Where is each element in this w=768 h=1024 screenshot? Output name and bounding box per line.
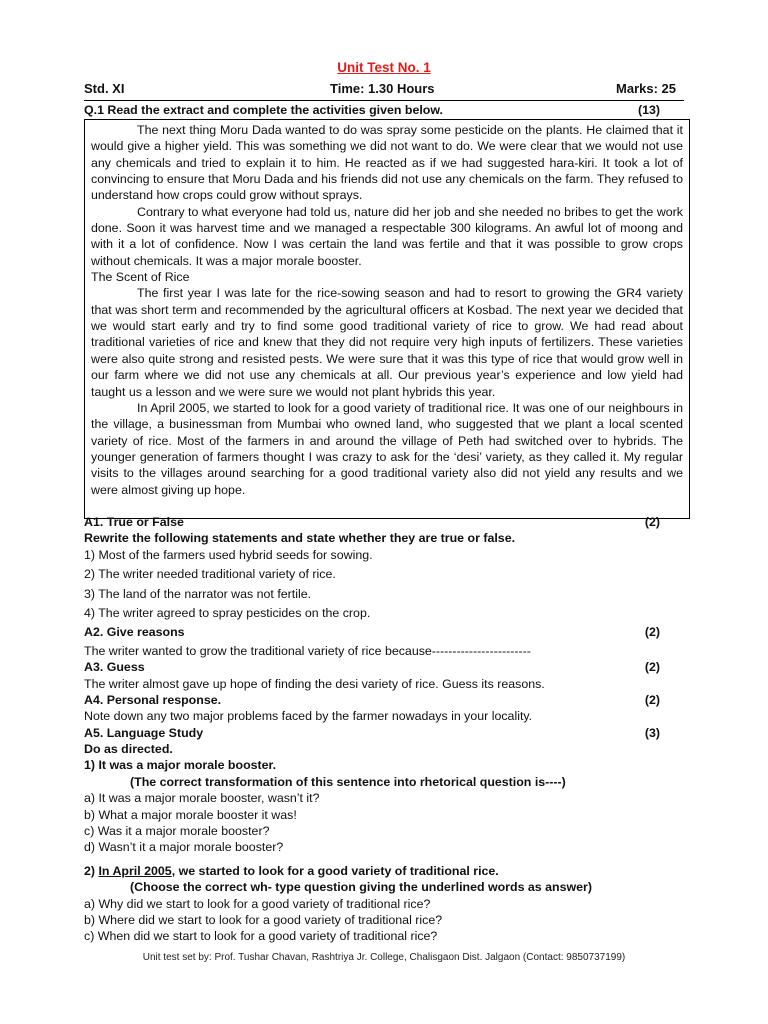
a2-text: The writer wanted to grow the traditional variety of rice because------------------------ (84, 643, 531, 658)
a5-q1-option: d) Wasn’t it a major morale booster? (84, 840, 284, 855)
question-1-heading (84, 102, 660, 118)
a5-q2-underlined: In April 2005 (98, 863, 172, 878)
header-divider (84, 100, 684, 101)
reading-passage (84, 119, 690, 519)
activities-section (84, 514, 660, 945)
a4-text: Note down any two major problems faced by the farmer nowadays in your locality. (84, 709, 533, 724)
question-1-marks: (13) (637, 103, 660, 117)
a5-q1-option: b) What a major morale booster it was! (84, 807, 297, 822)
a5-q1-sentence: 1) It was a major morale booster. (84, 758, 277, 773)
a1-item: 4) The writer agreed to spray pesticides on the crop. (84, 605, 371, 620)
a5-q2-rest: , we started to look for a good variety of traditional rice. (171, 863, 499, 878)
a3-marks: (2) (644, 660, 660, 675)
a1-marks: (2) (644, 515, 660, 529)
a5-instruction: Do as directed. (84, 742, 173, 757)
a5-q1-option: c) Was it a major morale booster? (84, 824, 270, 839)
a1-heading: A1. True or False (84, 515, 184, 529)
question-1-text: Q.1 Read the extract and complete the activities given below. (84, 103, 443, 117)
a4-heading-row (84, 692, 660, 708)
a5-q2-number: 2) (84, 863, 99, 878)
a5-q2-sentence (84, 863, 660, 879)
time-label: Time: 1.30 Hours (330, 81, 435, 96)
a1-item: 1) Most of the farmers used hybrid seeds for sowing. (84, 547, 373, 562)
a3-text: The writer almost gave up hope of finding the desi variety of rice. Guess its reasons. (84, 676, 545, 691)
exam-header (84, 81, 676, 99)
a1-instruction: Rewrite the following statements and state whether they are true or false. (84, 531, 516, 546)
a1-item: 2) The writer needed traditional variety of rice. (84, 567, 336, 582)
a5-q2-prompt: (Choose the correct wh- type question giving the underlined words as answer) (130, 880, 592, 895)
a5-q2-option: b) Where did we start to look for a good variety of traditional rice? (84, 912, 443, 927)
a2-heading-row (84, 624, 660, 640)
a4-marks: (2) (644, 692, 660, 707)
a5-heading: A5. Language Study (84, 725, 204, 740)
a2-marks: (2) (644, 625, 660, 640)
a5-q2-option: c) When did we start to look for a good variety of traditional rice? (84, 929, 438, 944)
a1-heading-row (84, 514, 660, 530)
marks-label: Marks: 25 (616, 81, 676, 96)
a5-heading-row (84, 725, 660, 741)
page-title: Unit Test No. 1 (337, 60, 431, 75)
a5-q1-option: a) It was a major morale booster, wasn’t it? (84, 791, 320, 806)
a3-heading-row (84, 659, 660, 675)
a4-heading: A4. Personal response. (84, 692, 222, 707)
passage-subheading: The Scent of Rice (91, 270, 190, 285)
passage-paragraph: The next thing Moru Dada wanted to do was spray some pesticide on the plants. He claimed that it would give a higher yield. This was something we did not want to do. We were clear that we would not use any chemicals and tried to explain it to him. He reacted as if we had suggested hara-kiri. It took a lot of convincing to ensure that Moru Dada and his friends did not use any chemicals on the farm. They refused to understand how crops could grow without sprays. (91, 123, 683, 203)
passage-paragraph: The first year I was late for the rice-sowing season and had to resort to growing the GR4 variety that was short term and recommended by the agricultural officers at Kosbad. The next year we decided that we would start early and try to find some good traditional variety of rice to grow. We had read about traditional varieties of rice and knew that they did not require very high inputs of fertilizers. These varieties were also quite strong and resisted pests. We were sure that it was this type of rice that would grow well in our farm where we did not use any chemicals at all. Our previous year’s experience and low yield had taught us a lesson and we were sure we would not plant hybrids this year. (91, 286, 683, 399)
footer-credit: Unit test set by: Prof. Tushar Chavan, Rashtriya Jr. College, Chalisgaon Dist. Jalgaon (Contact: 9850737199) (142, 952, 626, 963)
a5-q2-option: a) Why did we start to look for a good variety of traditional rice? (84, 896, 431, 911)
a3-heading: A3. Guess (84, 660, 145, 675)
standard-label: Std. XI (84, 81, 125, 96)
a5-marks: (3) (644, 725, 660, 740)
passage-paragraph: Contrary to what everyone had told us, nature did her job and she needed no bribes to get the work done. Soon it was harvest time and we managed a respectable 300 kilograms. An awful lot of moong and with it a lot of confidence. Now I was certain the land was fertile and that it was possible to grow crops without chemicals. It was a major morale booster. (91, 204, 683, 268)
a2-heading: A2. Give reasons (84, 625, 185, 640)
a5-q1-prompt: (The correct transformation of this sentence into rhetorical question is----) (130, 774, 566, 789)
a1-item: 3) The land of the narrator was not fertile. (84, 586, 312, 601)
passage-paragraph: In April 2005, we started to look for a good variety of traditional rice. It was one of our neighbours in the village, a businessman from Mumbai who owned land, who suggested that we plant a local scented variety of rice. Most of the farmers in and around the village of Peth had switched over to hybrids. The younger generation of farmers thought I was crazy to ask for the ‘desi’ variety, as they called it. My regular visits to the villages around searching for a good traditional variety also did not yield any results and we were almost giving up hope. (91, 400, 683, 497)
